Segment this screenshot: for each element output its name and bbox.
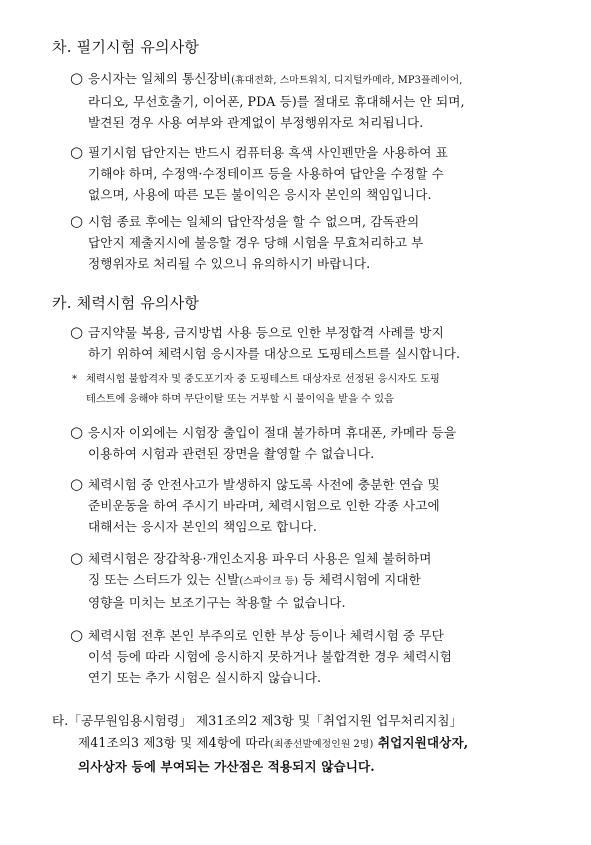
text-line: 징 또는 스터드가 있는 신발(스파이크 등) 등 체력시험에 지대한: [88, 572, 421, 587]
footnote: [72, 370, 562, 410]
text-line: 필기시험 답안지는 반드시 컴퓨터용 흑색 사인펜만을 사용하여 표: [88, 145, 448, 160]
list-item: [70, 474, 560, 537]
text-line: 금지약물 복용, 금지방법 사용 등으로 인한 부정합격 사례를 방지: [88, 325, 444, 340]
bullet-circle-icon: ○: [70, 212, 84, 230]
section-heading-written-exam: 차. 필기시험 유의사항: [52, 38, 200, 56]
text-line: 체력시험 중 안전사고가 발생하지 않도록 사전에 충분한 연습 및: [88, 477, 440, 492]
text-line: 의사상자 등에 부여되는 가산점은 적용되지 않습니다.: [78, 759, 375, 774]
list-item: [70, 211, 560, 274]
list-item: [70, 68, 560, 133]
text-line: 영향을 미치는 보조기구는 착용할 수 없습니다.: [88, 595, 346, 610]
text-line: 이석 등에 따라 시험에 응시하지 못하거나 불합격한 경우 체력시험: [88, 649, 452, 664]
bullet-circle-icon: ○: [70, 626, 84, 644]
text-line: 체력시험 전후 본인 부주의로 인한 부상 등이나 체력시험 중 무단: [88, 628, 444, 643]
list-item: [70, 548, 560, 613]
section-heading-physical-exam: 카. 체력시험 유의사항: [52, 294, 200, 312]
list-item: [70, 142, 560, 205]
text-line: 답안지 제출지시에 불응할 경우 당해 시험을 무효처리하고 부: [88, 235, 424, 250]
text-line: 연기 또는 추가 시험은 실시하지 않습니다.: [88, 670, 322, 685]
text-line: 발견된 경우 사용 여부와 관계없이 부정행위자로 처리됩니다.: [88, 115, 424, 130]
footnote-line: 테스트에 응해야 하며 무단이탈 또는 거부할 시 불이익을 받을 수 있음: [86, 394, 394, 405]
text-line: 시험 종료 후에는 일체의 답안작성을 할 수 없으며, 감독관의: [88, 214, 420, 229]
list-item: [70, 422, 560, 464]
text-line: 없으며, 사용에 따른 모든 불이익은 응시자 본인의 책임입니다.: [88, 187, 432, 202]
asterisk-icon: *: [72, 374, 77, 385]
bullet-circle-icon: ○: [70, 423, 84, 441]
bullet-circle-icon: ○: [70, 143, 84, 161]
text-line: 라디오, 무선호출기, 이어폰, PDA 등)를 절대로 휴대해서는 안 되며,: [88, 94, 465, 109]
text-line: 기해야 하며, 수정액·수정테이프 등을 사용하여 답안을 수정할 수: [88, 166, 444, 181]
list-item: [70, 322, 560, 364]
text-line: 제41조의3 제3항 및 제4항에 따라(최종선발예정인원 2명) 취업지원대상자,: [78, 735, 469, 750]
text-line: 대해서는 응시자 본인의 책임으로 합니다.: [88, 519, 318, 534]
text-line: 정행위자로 처리될 수 있으니 유의하시기 바랍니다.: [88, 256, 371, 271]
bullet-circle-icon: ○: [70, 323, 84, 341]
text-line: 타.「공무원임용시험령」 제31조의2 제3항 및「취업지원 업무처리지침」: [52, 713, 463, 728]
list-item: [70, 625, 560, 688]
footnote-line: 체력시험 불합격자 및 중도포기자 중 도핑테스트 대상자로 선정된 응시자도 도핑: [86, 374, 440, 385]
bullet-circle-icon: ○: [70, 69, 84, 87]
text-line: 응시자는 일체의 통신장비(휴대전화, 스마트워치, 디지털카메라, MP3플레이어,: [88, 71, 463, 86]
text-line: 하기 위하여 체력시험 응시자를 대상으로 도핑테스트를 실시합니다.: [88, 346, 461, 361]
text-line: 체력시험은 장갑착용·개인소지용 파우더 사용은 일체 불허하며: [88, 551, 432, 566]
text-line: 준비운동을 하여 주시기 바라며, 체력시험으로 인한 각종 사고에: [88, 498, 440, 513]
bullet-circle-icon: ○: [70, 549, 84, 567]
bullet-circle-icon: ○: [70, 475, 84, 493]
text-line: 응시자 이외에는 시험장 출입이 절대 불가하며 휴대폰, 카메라 등을: [88, 425, 457, 440]
section-additional-points: [52, 710, 562, 778]
text-line: 이용하여 시험과 관련된 장면을 촬영할 수 없습니다.: [88, 446, 375, 461]
